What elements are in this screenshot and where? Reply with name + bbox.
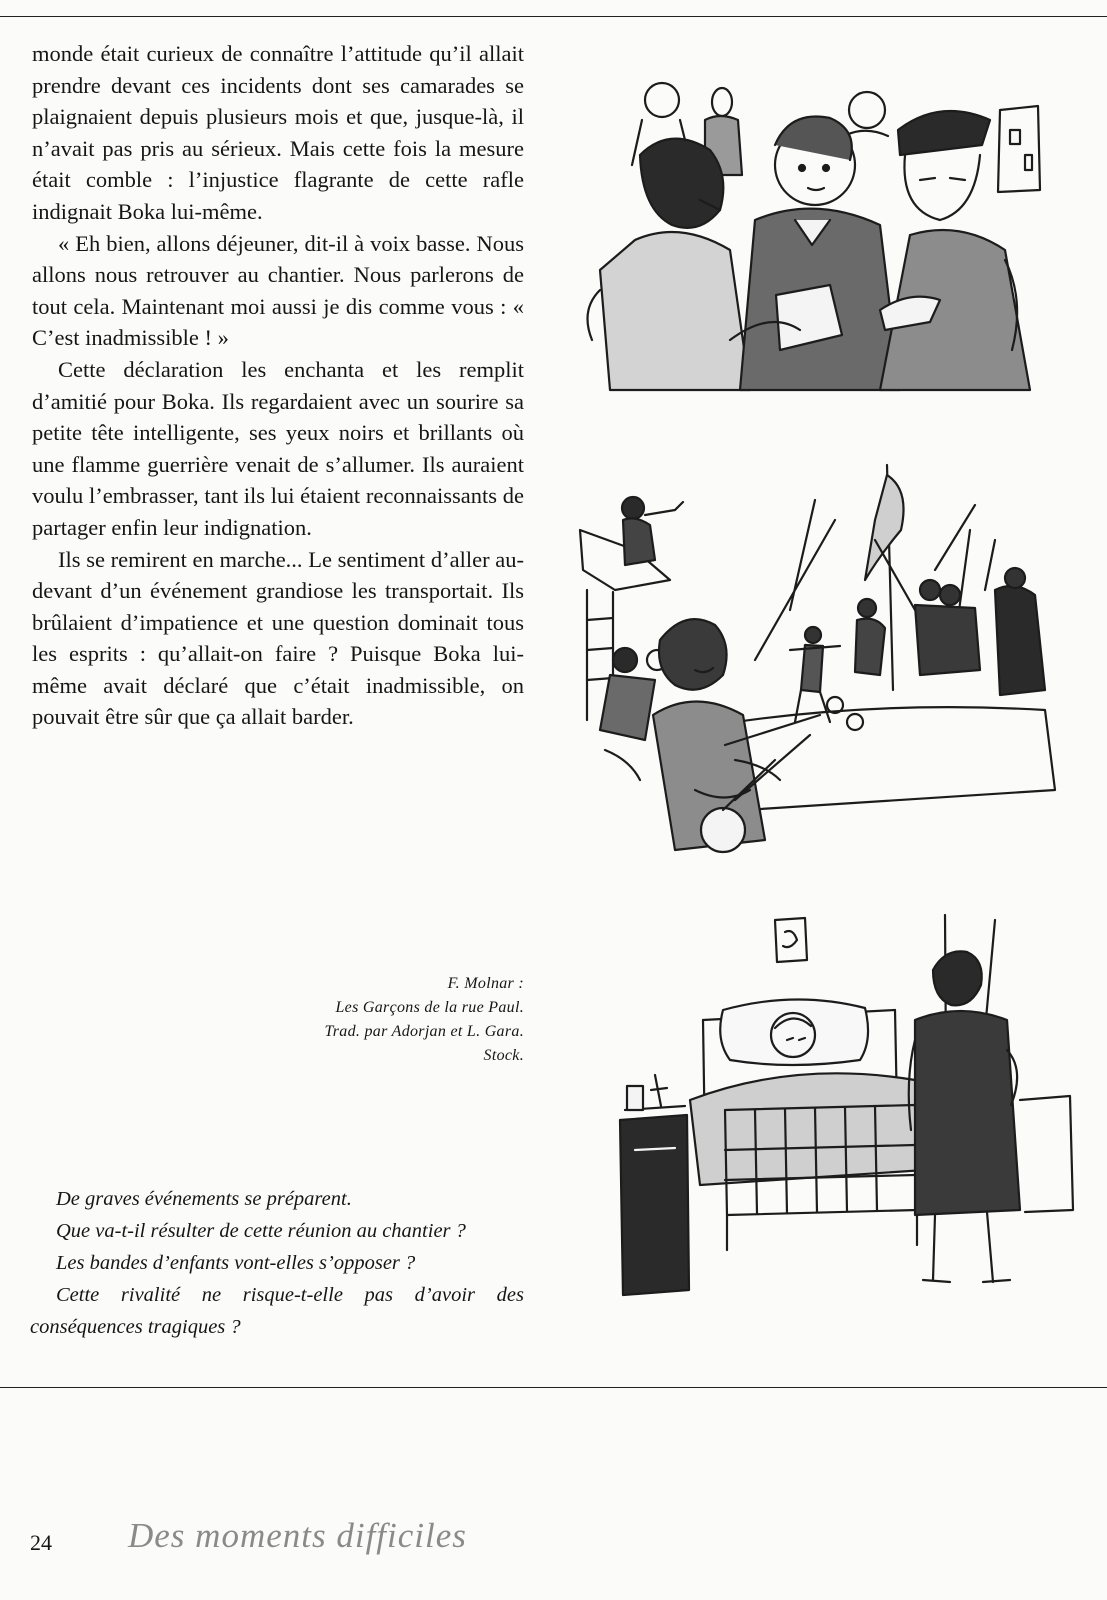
illustration-playground-trumpet (575, 460, 1075, 890)
illustration-sickbed (615, 910, 1075, 1320)
paragraph-2: « Eh bien, allons déjeuner, dit-il à voix basse. Nous allons nous retrouver au chantier. Nous parlerons de tout cela. Maintenant moi aussi je dis comme vous : « C’est inadmissible ! » (32, 230, 524, 351)
source-credit (32, 972, 524, 1068)
credit-author: F. Molnar : (447, 975, 524, 992)
bottom-rule (0, 1387, 1107, 1388)
discussion-questions (30, 1183, 524, 1343)
question-2: Que va-t-il résulter de cette réunion au chantier ? (56, 1220, 466, 1242)
illustration-boys-talking (580, 60, 1050, 415)
credit-translation: Trad. par Adorjan et L. Gara. (324, 1023, 524, 1040)
top-rule (0, 16, 1107, 17)
credit-book: Les Garçons de la rue Paul. (335, 999, 524, 1016)
question-3: Les bandes d’enfants vont-elles s’opposer ? (56, 1252, 416, 1274)
body-text (32, 38, 524, 733)
paragraph-1: monde était curieux de connaître l’attitude qu’il allait prendre devant ces incidents dont ses camarades se plaignaient depuis plusieurs mois et que, jusque-là, il n’avait pas pris au sérieux. Mais cette fois la mesure était comble : l’injustice flagrante de cette rafle indignait Boka lui-même. (32, 41, 524, 224)
question-4: Cette rivalité ne risque-t-elle pas d’avoir des conséquences tragiques ? (30, 1284, 524, 1338)
paragraph-4: Ils se remirent en marche... Le sentiment d’aller au-devant d’un événement grandiose les transportait. Ils brûlaient d’impatience et une question dominait tous les esprits : qu’allait-on faire ? Puisque Boka lui-même avait déclaré que c’était inadmissible, on pouvait être sûr que ça allait barder. (32, 546, 524, 730)
running-title: Des moments difficiles (128, 1516, 467, 1555)
page-number: 24 (30, 1530, 52, 1555)
credit-publisher: Stock. (483, 1047, 524, 1064)
paragraph-3: Cette déclaration les enchanta et les remplit d’amitié pour Boka. Ils regardaient avec un sourire sa petite tête intelligente, ses yeux noirs et brillants où une flamme guerrière venait de s’allumer. Ils auraient voulu l’embrasser, tant ils lui étaient reconnaissants de partager enfin leur indignation. (32, 356, 524, 540)
question-1: De graves événements se préparent. (56, 1188, 352, 1210)
